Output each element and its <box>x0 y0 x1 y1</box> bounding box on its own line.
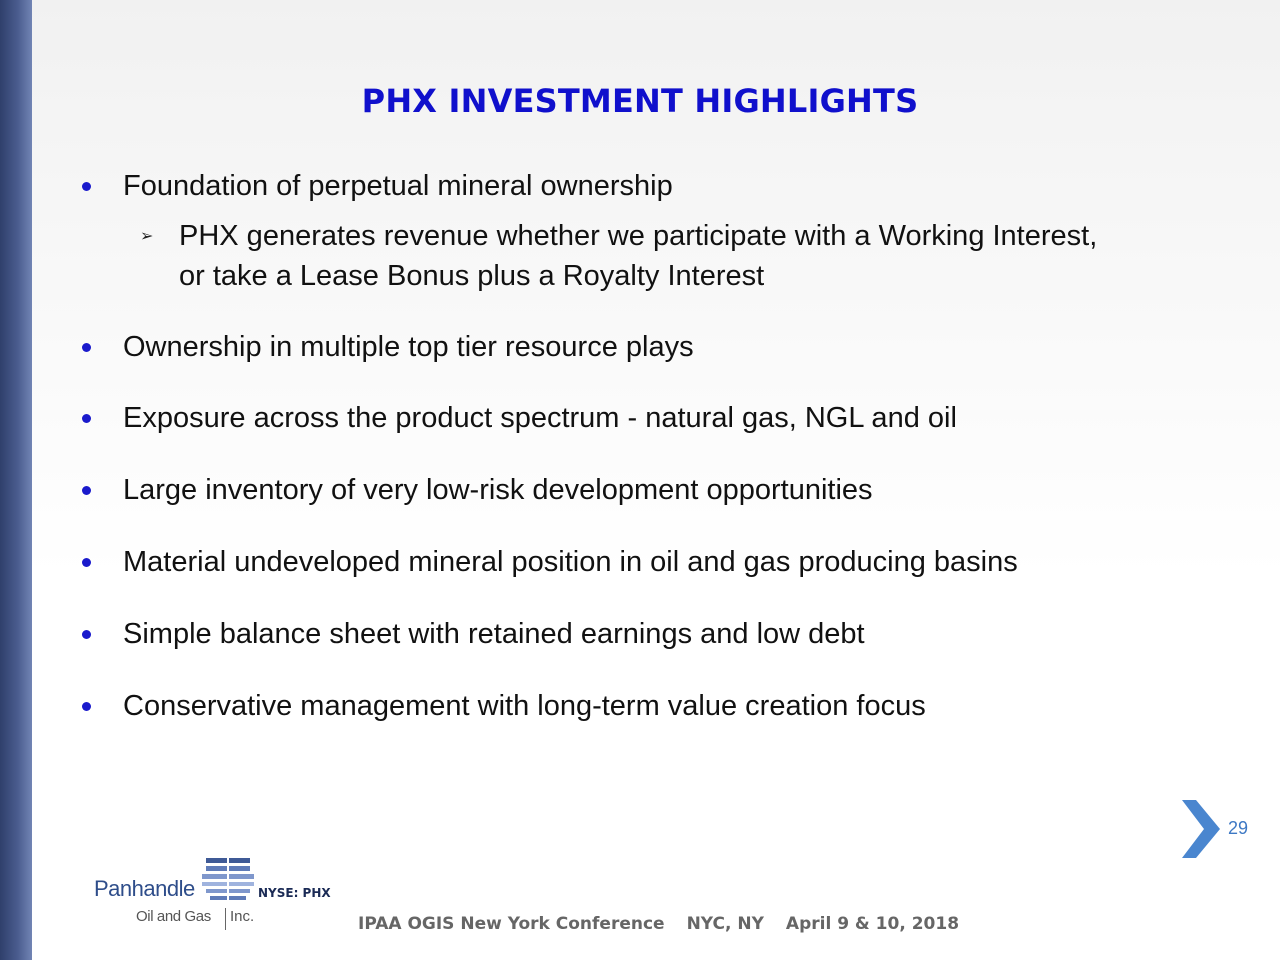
slide <box>32 0 1280 960</box>
sub-bullet-line-1: PHX generates revenue whether we participate with a Working Interest, <box>179 220 1098 252</box>
company-inc: Inc. <box>230 908 255 925</box>
left-decorative-band <box>0 0 32 960</box>
bullet-dot-icon <box>82 558 91 567</box>
bullet-text: Large inventory of very low-risk development opportunities <box>123 474 873 506</box>
bullet-dot-icon <box>82 630 91 639</box>
sub-bullet-line-2: or take a Lease Bonus plus a Royalty Interest <box>179 260 765 292</box>
footer-date: April 9 & 10, 2018 <box>785 914 960 934</box>
bullet-text: Ownership in multiple top tier resource plays <box>123 331 694 363</box>
bullet-text: Foundation of perpetual mineral ownership <box>123 170 673 202</box>
slide-title: PHX INVESTMENT HIGHLIGHTS <box>361 82 919 120</box>
bullet-dot-icon <box>82 182 91 191</box>
bullet-text: Simple balance sheet with retained earnings and low debt <box>123 618 865 650</box>
bullet-dot-icon <box>82 343 91 352</box>
bullet-text: Exposure across the product spectrum - natural gas, NGL and oil <box>123 402 957 434</box>
bullet-text: Conservative management with long-term value creation focus <box>123 690 926 722</box>
bullet-text: Material undeveloped mineral position in oil and gas producing basins <box>123 546 1018 578</box>
footer-event: IPAA OGIS New York Conference <box>358 914 665 934</box>
arrow-bullet-icon: ➢ <box>140 226 154 245</box>
next-chevron-icon[interactable] <box>1178 798 1222 860</box>
company-subtitle: Oil and Gas <box>136 908 211 925</box>
company-logo <box>90 850 370 940</box>
footer-location: NYC, NY <box>686 914 764 934</box>
bullet-dot-icon <box>82 414 91 423</box>
footer <box>358 914 959 934</box>
logo-divider <box>225 908 226 930</box>
logo-waves-icon <box>200 856 256 908</box>
company-name: Panhandle <box>94 876 195 901</box>
ticker-symbol: NYSE: PHX <box>258 886 331 900</box>
page-number: 29 <box>1228 818 1249 838</box>
bullet-dot-icon <box>82 702 91 711</box>
bullet-dot-icon <box>82 486 91 495</box>
